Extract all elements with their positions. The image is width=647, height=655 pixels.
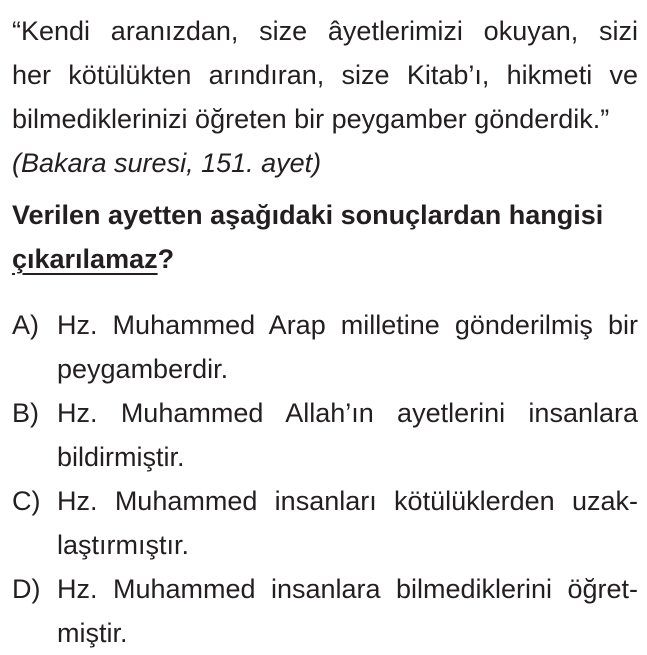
option-text-line: Hz. Muhammed Allah’ın ayetlerini insanlara xyxy=(57,398,638,428)
question-stem xyxy=(12,193,638,281)
option-c[interactable] xyxy=(12,479,638,567)
option-b[interactable] xyxy=(12,391,638,479)
verse-line: bilmediklerinizi öğreten bir peygamber gönderdik.” xyxy=(12,104,610,134)
option-text-line: miştir. xyxy=(57,618,128,648)
option-text-line: Hz. Muhammed insanları kötülüklerden uzak- xyxy=(57,486,638,516)
question-line: Verilen ayetten aşağıdaki sonuçlardan hangisi xyxy=(12,200,604,230)
question-line-2 xyxy=(12,237,638,281)
verse-line: her kötülükten arındıran, size Kitab’ı, hikmeti ve xyxy=(12,60,638,90)
option-d[interactable] xyxy=(12,567,638,655)
negation-keyword: çıkarılamaz xyxy=(12,244,158,274)
option-text xyxy=(57,303,638,391)
option-letter: C) xyxy=(12,486,41,516)
option-text-line: peygamberdir. xyxy=(57,354,229,384)
option-letter: A) xyxy=(12,310,39,340)
option-text xyxy=(57,567,638,655)
option-text xyxy=(57,479,638,567)
option-text-line: Hz. Muhammed Arap milletine gönderilmiş bir xyxy=(57,310,638,340)
option-text-line: Hz. Muhammed insanlara bilmediklerini öğret- xyxy=(57,574,638,604)
answer-options xyxy=(12,303,638,655)
verse-line: “Kendi aranızdan, size âyetlerimizi okuyan, sizi xyxy=(12,16,638,46)
question-page xyxy=(12,9,638,655)
option-text-line: laştırmıştır. xyxy=(57,530,190,560)
option-text-line: bildirmiştir. xyxy=(57,442,185,472)
verse-quote xyxy=(12,9,638,141)
question-mark: ? xyxy=(157,244,175,274)
verse-source: (Bakara suresi, 151. ayet) xyxy=(12,148,322,178)
option-letter: B) xyxy=(12,398,39,428)
option-letter: D) xyxy=(12,574,41,604)
option-text xyxy=(57,391,638,479)
option-a[interactable] xyxy=(12,303,638,391)
